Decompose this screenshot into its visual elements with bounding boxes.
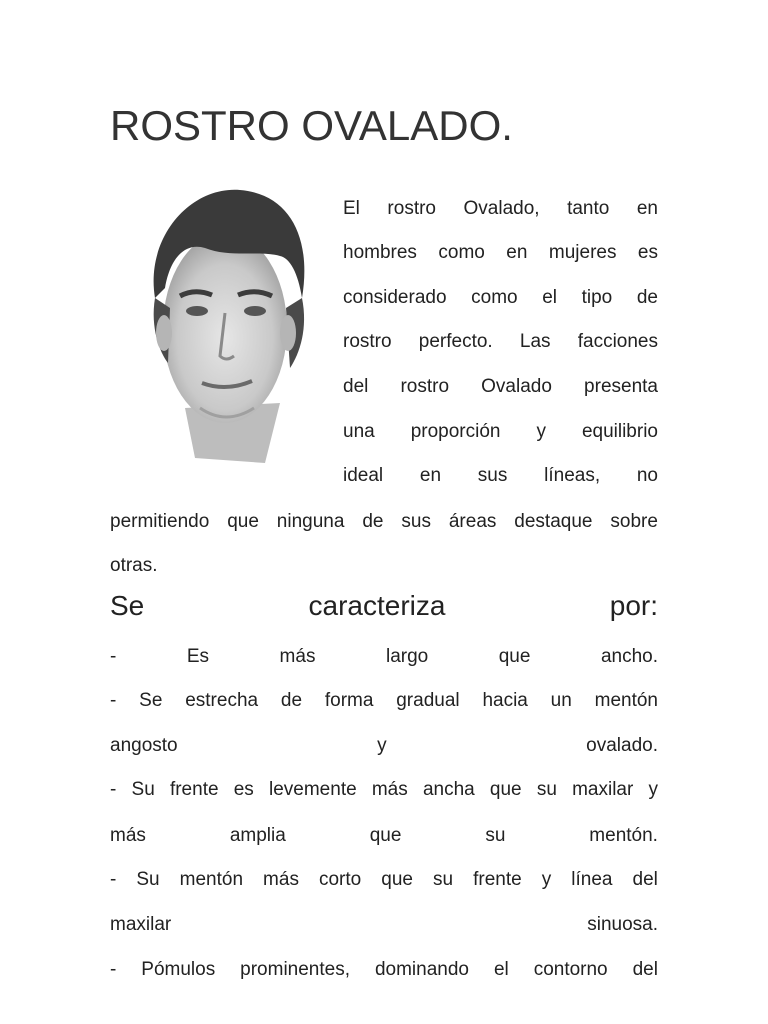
word: un — [550, 690, 572, 711]
intro-line-1 — [343, 197, 658, 221]
word: mentón — [179, 869, 244, 890]
feature-line-2 — [110, 689, 658, 713]
intro-line-4 — [343, 330, 658, 354]
word: más — [279, 646, 316, 667]
word: ideal — [343, 465, 384, 486]
word: de — [362, 511, 384, 532]
word: estrecha — [185, 690, 259, 711]
word: líneas, — [544, 465, 601, 486]
word: tanto — [567, 198, 610, 219]
intro-line-6 — [343, 420, 658, 444]
word: en — [636, 198, 658, 219]
word: El — [343, 198, 360, 219]
word: que — [498, 646, 531, 667]
word: es — [637, 242, 658, 263]
word: dominando — [374, 959, 469, 980]
word: levemente — [269, 779, 357, 800]
section-subheading — [110, 590, 658, 622]
word: perfecto. — [418, 331, 493, 352]
word: su — [536, 779, 557, 800]
intro-line-3 — [343, 286, 658, 310]
word: del — [343, 376, 369, 397]
word: del — [632, 959, 658, 980]
word: de — [280, 690, 303, 711]
word: sinuosa. — [587, 914, 658, 935]
word: rostro — [400, 376, 450, 397]
word: no — [636, 465, 658, 486]
word: que — [381, 869, 413, 890]
word: sus — [477, 465, 508, 486]
word: Se — [139, 690, 163, 711]
word: caracteriza — [308, 590, 446, 621]
feature-line-8 — [110, 958, 658, 982]
word: sobre — [610, 511, 658, 532]
feature-line-1 — [110, 645, 658, 669]
word: más — [263, 869, 299, 890]
word: ancha — [422, 779, 475, 800]
word: mentón — [594, 690, 658, 711]
feature-line-4 — [110, 778, 658, 802]
word: frente — [473, 869, 522, 890]
feature-line-7 — [110, 913, 658, 937]
word: ovalado. — [586, 735, 658, 756]
word: y — [377, 735, 387, 756]
word: considerado — [343, 287, 447, 308]
word: facciones — [577, 331, 658, 352]
intro-line-7 — [343, 464, 658, 488]
word: en — [419, 465, 442, 486]
word: Es — [186, 646, 210, 667]
intro-line-9: otras. — [110, 555, 158, 576]
word: más — [371, 779, 408, 800]
word: y — [541, 869, 552, 890]
word: línea — [571, 869, 613, 890]
word: por: — [609, 590, 658, 621]
intro-line-8 — [110, 510, 658, 534]
word: sus — [401, 511, 431, 532]
word: hombres — [343, 242, 417, 263]
word: Ovalado — [481, 376, 552, 397]
word: mentón. — [589, 825, 658, 846]
word: su — [433, 869, 454, 890]
word: corto — [318, 869, 362, 890]
word: Las — [519, 331, 551, 352]
word: es — [233, 779, 254, 800]
word: el — [493, 959, 509, 980]
word: ancho. — [600, 646, 658, 667]
word: Su — [136, 869, 160, 890]
word: permitiendo — [110, 511, 210, 532]
word: forma — [324, 690, 374, 711]
word: destaque — [514, 511, 593, 532]
word: hacia — [482, 690, 528, 711]
word: angosto — [110, 735, 178, 756]
word: en — [506, 242, 528, 263]
word: su — [485, 825, 506, 846]
word: rostro — [343, 331, 392, 352]
word: Pómulos — [141, 959, 216, 980]
word: - — [110, 690, 117, 711]
word: maxilar — [572, 779, 634, 800]
word: como — [471, 287, 518, 308]
word: del — [632, 869, 658, 890]
word: Su — [131, 779, 155, 800]
word: que — [369, 825, 402, 846]
word: y — [648, 779, 658, 800]
word: gradual — [396, 690, 460, 711]
face-portrait-icon — [130, 178, 320, 478]
intro-line-5 — [343, 375, 658, 399]
word: amplia — [229, 825, 286, 846]
intro-line-2 — [343, 241, 658, 265]
feature-line-6 — [110, 868, 658, 892]
word: el — [542, 287, 557, 308]
word: - — [110, 646, 117, 667]
feature-line-3 — [110, 734, 658, 758]
word: equilibrio — [581, 421, 658, 442]
word: mujeres — [548, 242, 617, 263]
page-title: ROSTRO OVALADO. — [110, 102, 513, 149]
word: rostro — [387, 198, 436, 219]
word: más — [110, 825, 146, 846]
word: presenta — [584, 376, 658, 397]
word: que — [489, 779, 522, 800]
word: largo — [385, 646, 429, 667]
word: Se — [110, 590, 145, 621]
word: tipo — [581, 287, 613, 308]
word: - — [110, 869, 117, 890]
word: que — [227, 511, 259, 532]
word: de — [636, 287, 658, 308]
word: una — [343, 421, 375, 442]
word: - — [110, 959, 117, 980]
word: y — [536, 421, 546, 442]
word: maxilar — [110, 914, 172, 935]
word: Ovalado, — [463, 198, 540, 219]
word: prominentes, — [240, 959, 350, 980]
word: contorno — [533, 959, 608, 980]
word: áreas — [448, 511, 497, 532]
word: frente — [169, 779, 219, 800]
feature-line-5 — [110, 824, 658, 848]
word: - — [110, 779, 117, 800]
word: como — [438, 242, 485, 263]
word: proporción — [410, 421, 501, 442]
word: ninguna — [276, 511, 345, 532]
